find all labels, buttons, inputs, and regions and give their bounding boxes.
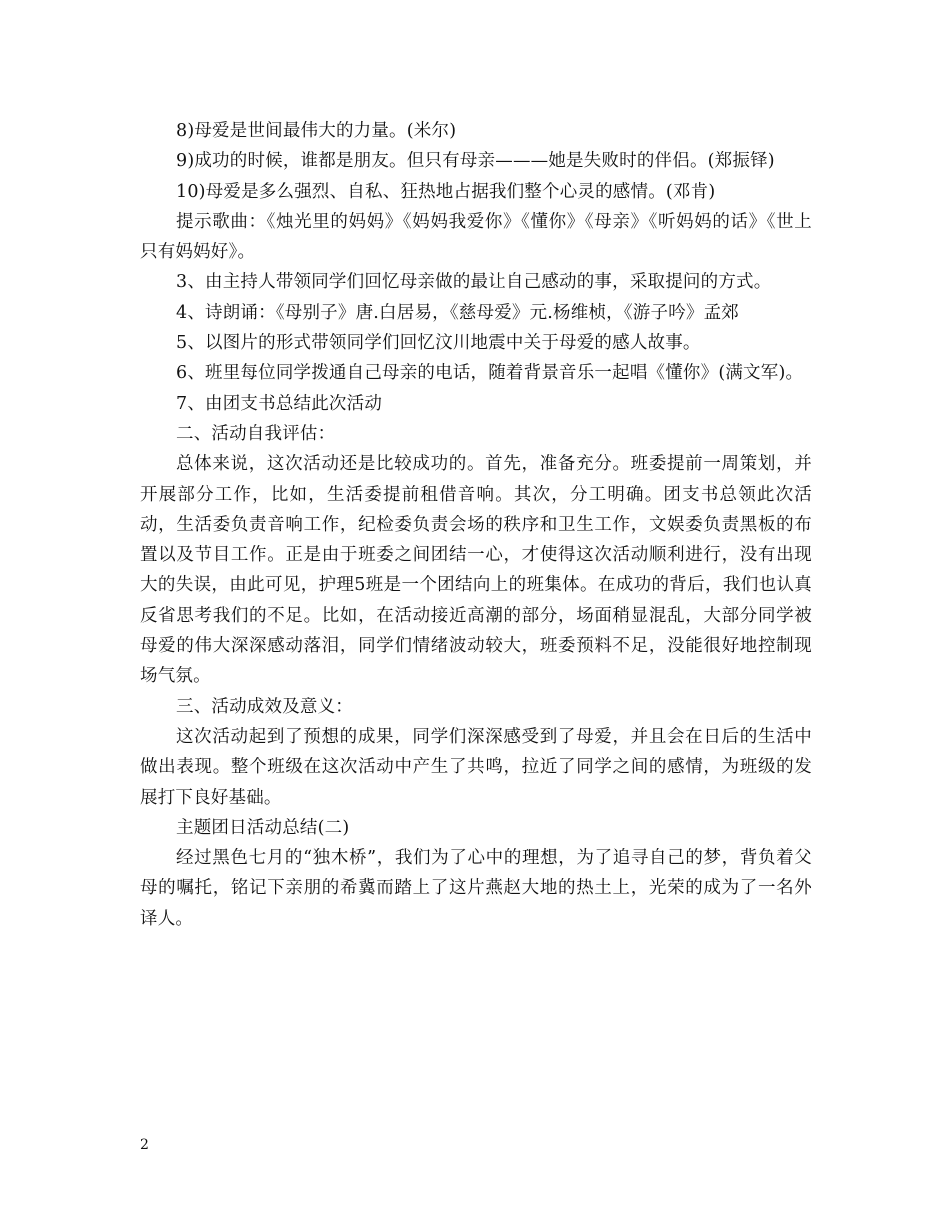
step-4-poetry-recital: 4、诗朗诵：《母别子》唐.白居易，《慈母爱》元.杨维桢，《游子吟》孟郊 — [176, 302, 740, 323]
page-number: 2 — [140, 1137, 149, 1153]
suggested-songs: 提示歌曲：《烛光里的妈妈》《妈妈我爱你》《懂你》《母亲》《听妈妈的话》《世上只有妈妈好》。 — [140, 211, 812, 263]
quote-9: 9)成功的时候，谁都是朋友。但只有母亲———她是失败时的伴侣。(郑振铎) — [176, 151, 775, 172]
quote-10: 10)母爱是多么强烈、自私、狂热地占据我们整个心灵的感情。(邓肯) — [176, 181, 716, 202]
quote-8: 8)母爱是世间最伟大的力量。(米尔) — [176, 121, 457, 141]
step-3: 3、由主持人带领同学们回忆母亲做的最让自己感动的事，采取提问的方式。 — [176, 272, 772, 293]
results-paragraph: 这次活动起到了预想的成果，同学们深深感受到了母爱，并且会在日后的生活中做出表现。整个班级在这次活动中产生了共鸣，拉近了同学之间的感情，为班级的发展打下良好基础。 — [140, 726, 812, 808]
step-6: 6、班里每位同学拨通自己母亲的电话，随着背景音乐一起唱《懂你》(满文军)。 — [176, 363, 804, 384]
step-5: 5、以图片的形式带领同学们回忆汶川地震中关于母爱的感人故事。 — [176, 333, 701, 354]
document-body — [140, 116, 812, 934]
summary-two-heading: 主题团日活动总结(二) — [176, 817, 350, 838]
section-heading-self-assessment: 二、活动自我评估： — [176, 423, 336, 444]
summary-two-paragraph: 经过黑色七月的“独木桥”，我们为了心中的理想，为了追寻自己的梦，背负着父母的嘱托，铭记下亲朋的希冀而踏上了这片燕赵大地的热土上，光荣的成为了一名外译人。 — [140, 848, 812, 929]
step-7: 7、由团支书总结此次活动 — [176, 393, 383, 414]
self-assessment-paragraph: 总体来说，这次活动还是比较成功的。首先，准备充分。班委提前一周策划，并开展部分工作，比如，生活委提前租借音响。其次，分工明确。团支书总领此次活动，生活委负责音响工作，纪检委负责会场的秩序和卫生工作，文娱委负责黑板的布置以及节目工作。正是由于班委之间团结一心，才使得这次活动顺利进行，没有出现大的失误，由此可见，护理5班是一个团结向上的班集体。在成功的背后，我们也认真反省思考我们的不足。比如，在活动接近高潮的部分，场面稍显混乱，大部分同学被母爱的伟大深深感动落泪，同学们情绪波动较大，班委预料不足，没能很好地控制现场气氛。 — [140, 454, 812, 687]
section-heading-results: 三、活动成效及意义： — [176, 696, 353, 717]
